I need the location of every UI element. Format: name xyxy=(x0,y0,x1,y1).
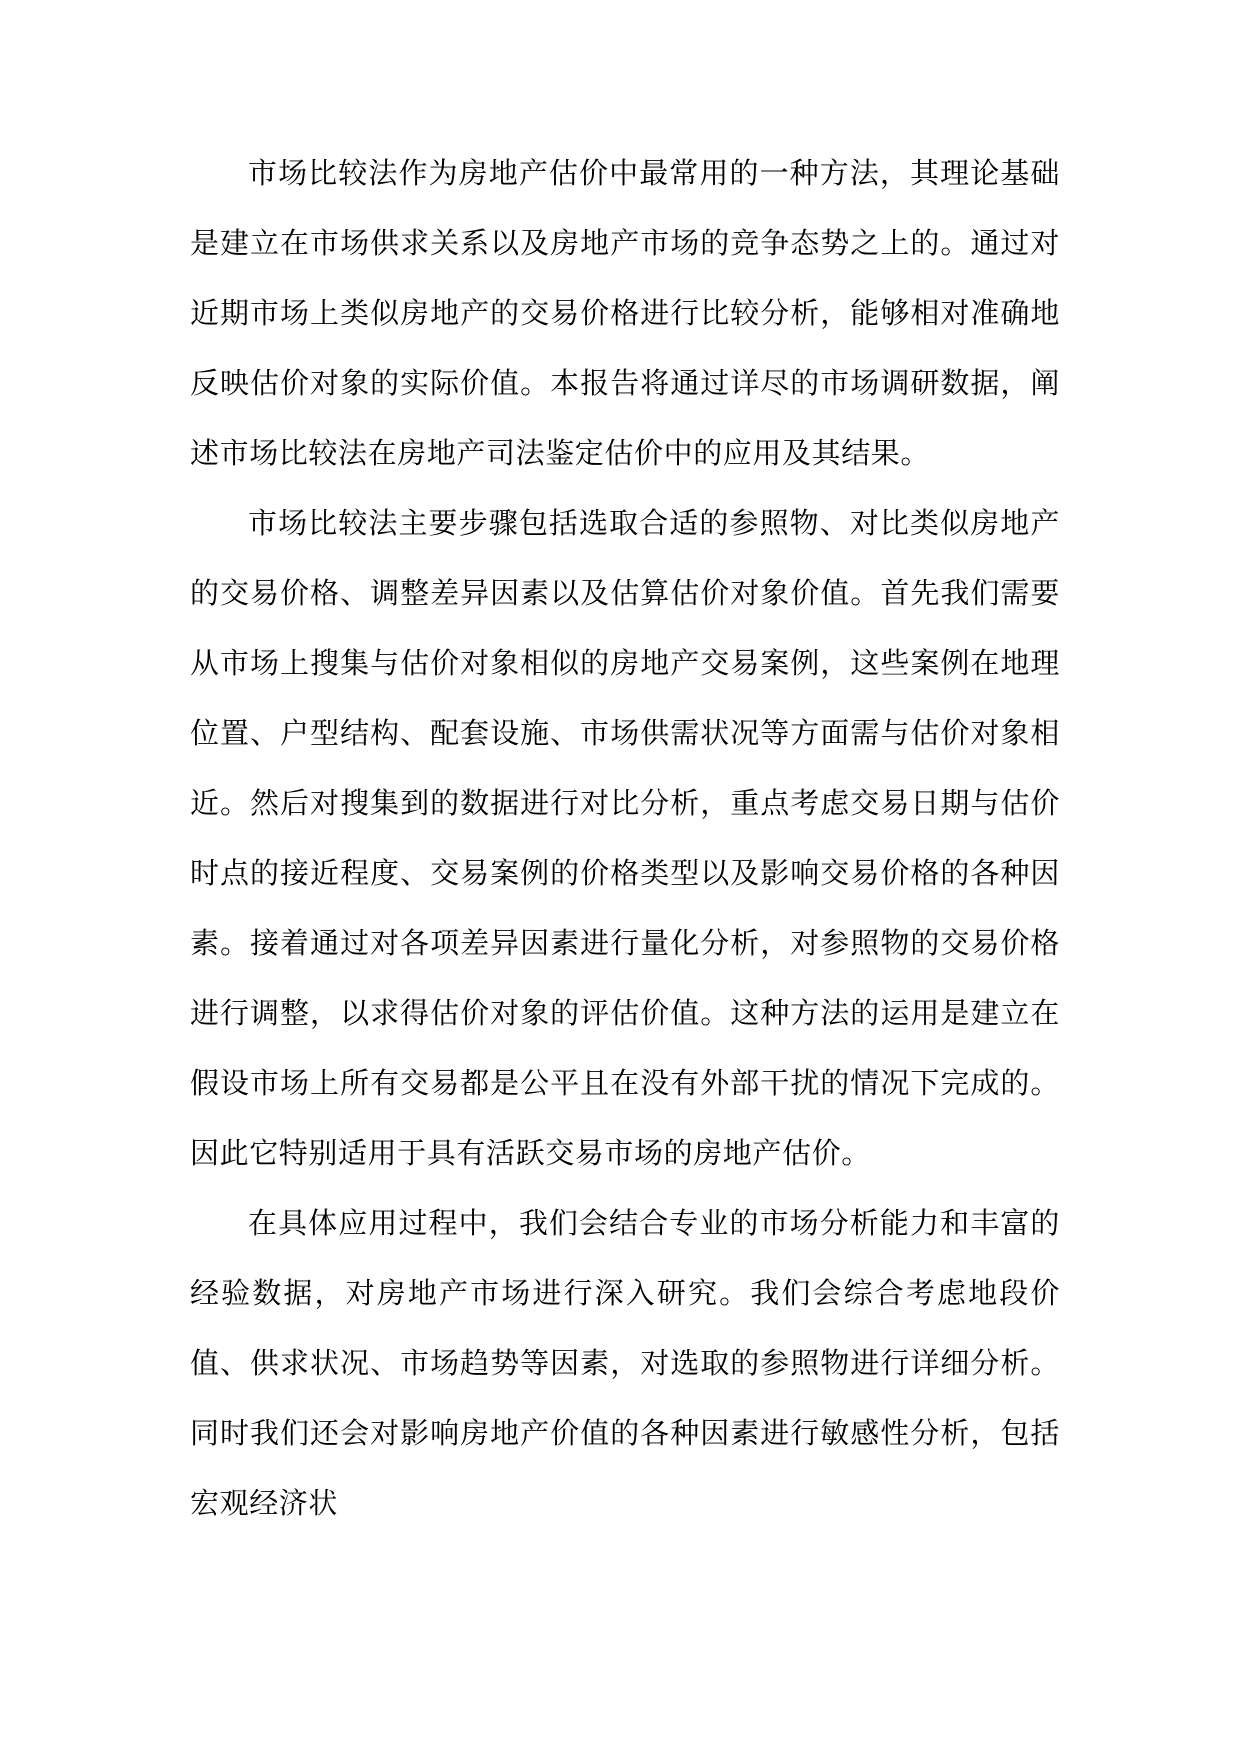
paragraph-1: 市场比较法作为房地产估价中最常用的一种方法，其理论基础是建立在市场供求关系以及房地产市场的竞争态势之上的。通过对近期市场上类似房地产的交易价格进行比较分析，能够相对准确地反映估价对象的实际价值。本报告将通过详尽的市场调研数据，阐述市场比较法在房地产司法鉴定估价中的应用及其结果。 xyxy=(190,156,1060,470)
paragraph-2: 市场比较法主要步骤包括选取合适的参照物、对比类似房地产的交易价格、调整差异因素以及估算估价对象价值。首先我们需要从市场上搜集与估价对象相似的房地产交易案例，这些案例在地理位置、户型结构、配套设施、市场供需状况等方面需与估价对象相近。然后对搜集到的数据进行对比分析，重点考虑交易日期与估价时点的接近程度、交易案例的价格类型以及影响交易价格的各种因素。接着通过对各项差异因素进行量化分析，对参照物的交易价格进行调整，以求得估价对象的评估价值。这种方法的运用是建立在假设市场上所有交易都是公平且在没有外部干扰的情况下完成的。因此它特别适用于具有活跃交易市场的房地产估价。 xyxy=(190,506,1060,1170)
document-body xyxy=(190,138,1060,1538)
paragraph-3: 在具体应用过程中，我们会结合专业的市场分析能力和丰富的经验数据，对房地产市场进行深入研究。我们会综合考虑地段价值、供求状况、市场趋势等因素，对选取的参照物进行详细分析。同时我们还会对影响房地产价值的各种因素进行敏感性分析，包括宏观经济状 xyxy=(190,1206,1060,1520)
